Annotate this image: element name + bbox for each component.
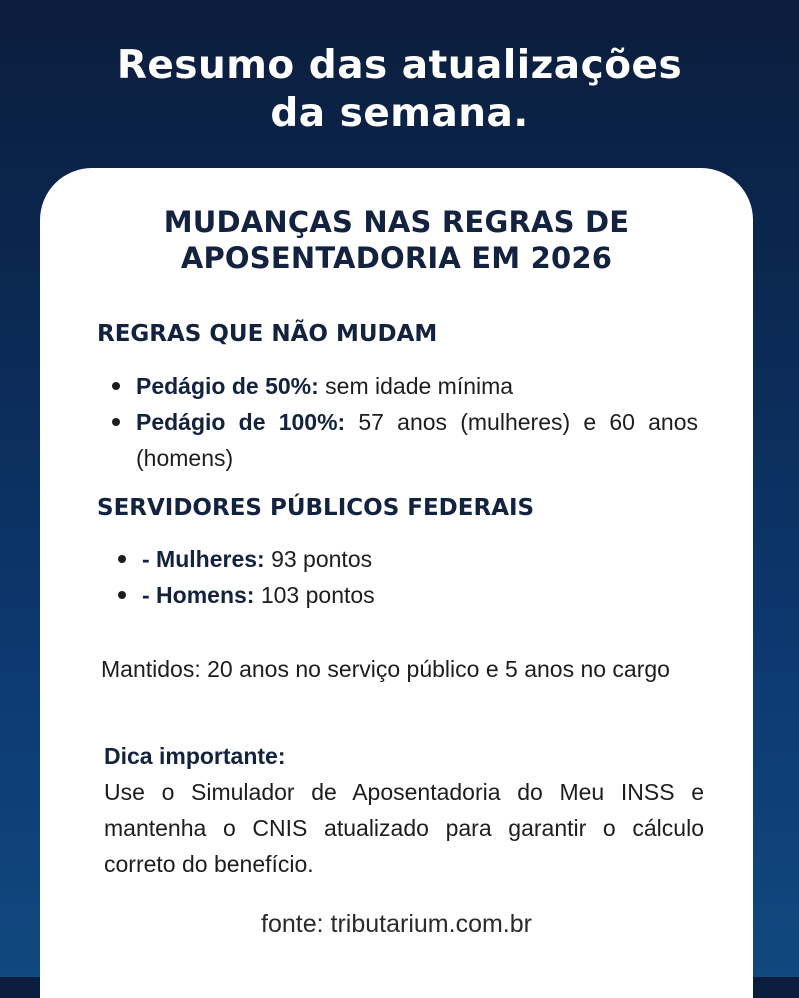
source-text: fonte: tributarium.com.br <box>261 910 532 938</box>
list-item-text: 103 pontos <box>254 582 375 608</box>
tip-body: Use o Simulador de Aposentadoria do Meu INSS e mantenha o CNIS atualizado para garantir o cálculo correto do benefício. <box>104 779 704 877</box>
content-card <box>40 168 753 998</box>
tip-title: Dica importante: <box>104 743 286 769</box>
card-title <box>40 204 753 276</box>
list-item-label: Pedágio de 100%: <box>136 409 346 435</box>
list-item-text: 57 anos (mulheres) e 60 anos (homens) <box>136 409 698 471</box>
list-item <box>136 404 698 476</box>
maintained-text: Mantidos: 20 anos no serviço público e 5 anos no cargo <box>101 656 670 682</box>
list-item-text: sem idade mínima <box>318 373 514 399</box>
tip-block <box>104 738 704 882</box>
list-item <box>136 368 698 404</box>
list-item <box>142 541 698 577</box>
headline-line-1: Resumo das atualizações <box>116 43 683 88</box>
list-item-label: - Mulheres: <box>142 546 265 572</box>
servers-list <box>142 541 698 613</box>
rules-list <box>136 368 698 476</box>
section-heading-servers: SERVIDORES PÚBLICOS FEDERAIS <box>97 495 535 521</box>
headline-line-2: da semana. <box>270 91 529 136</box>
headline <box>0 42 799 138</box>
section-heading-rules: REGRAS QUE NÃO MUDAM <box>97 321 438 347</box>
card-title-line-2: APOSENTADORIA EM 2026 <box>180 241 613 275</box>
list-item-label: - Homens: <box>142 582 255 608</box>
list-item-label: Pedágio de 50%: <box>136 373 319 399</box>
list-item <box>142 577 698 613</box>
card-title-line-1: MUDANÇAS NAS REGRAS DE <box>163 205 630 239</box>
list-item-text: 93 pontos <box>264 546 373 572</box>
